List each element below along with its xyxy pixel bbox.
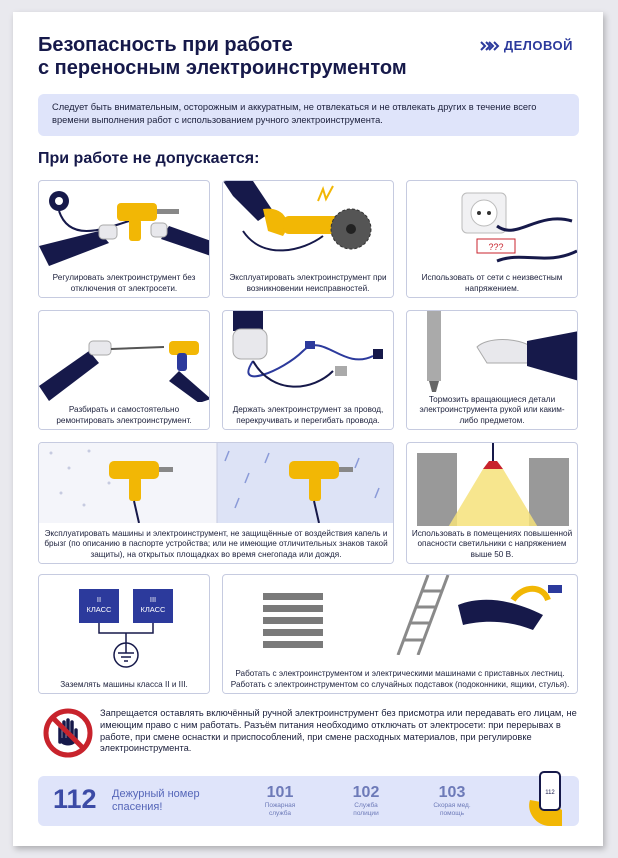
card-caption: Регулировать электроинструмент без отключения от электросети.	[39, 270, 209, 297]
service-fire	[250, 784, 310, 818]
brand-name: ДЕЛОВОЙ	[503, 38, 573, 53]
socket-plug-illustration	[407, 181, 578, 271]
class-2-numeral: II	[96, 595, 102, 604]
service-number: 102	[352, 784, 380, 801]
service-label-line1: Скорая мед.	[433, 802, 471, 809]
class-3-label: КЛАСС	[140, 605, 166, 614]
card-caption: Тормозить вращающиеся детали электроинструмента рукой или каким-либо предметом.	[407, 392, 577, 430]
service-label-line1: Служба	[354, 802, 378, 809]
poster-sheet	[13, 12, 603, 846]
title-line-1: Безопасность при работе	[38, 34, 293, 56]
card-caption: Разбирать и самостоятельно ремонтировать электроинструмент.	[39, 402, 209, 429]
intro-box: Следует быть внимательным, осторожным и аккуратным, не отвлекаться и не отвлекать других в течение всего времени выполнения работ с использованием ручного электроинструмента.	[38, 94, 579, 136]
grinder-sparks-illustration	[223, 181, 394, 271]
card-disassemble	[38, 310, 210, 430]
card-faulty-tool	[222, 180, 394, 298]
card-caption: Эксплуатировать машины и электроинструмент, не защищённые от воздействия капель и брызг (по описанию в паспорте устройства; или не имеющие отличительных знаков такой защиты), на открытых площадках во время снегопада или дождя.	[39, 526, 393, 564]
section-title: При работе не допускается:	[38, 150, 260, 167]
page-title	[38, 34, 458, 80]
emergency-main-number: 112	[53, 784, 97, 814]
tangled-wires-illustration	[223, 311, 394, 403]
phone-screen-text: 112	[545, 790, 555, 796]
card-grounding	[38, 574, 210, 694]
service-label-line1: Пожарная	[264, 802, 296, 809]
phone-hand-icon	[526, 770, 566, 826]
card-ladder-work	[222, 574, 578, 694]
warning-text: Запрещается оставлять включённый ручной электроинструмент без присмотра или передавать его лицам, не имеющим право с ним работать. Разъём питания необходимо отключать от электросети: при перерывах в работе, при смене оснастки и приспособлений, при смене расходных материалов, при регулировке электроинструмента.	[100, 708, 577, 754]
title-line-2: с переносным электроинструментом	[38, 57, 407, 79]
class-2-label: КЛАСС	[86, 605, 112, 614]
disassemble-drill-illustration	[39, 311, 210, 403]
card-caption: Держать электроинструмент за провод, перекручивать и перегибать провода.	[223, 402, 393, 429]
ground-symbol-icon	[39, 575, 210, 671]
card-caption: Работать с электроинструментом и электрическими машинами с приставных лестниц. Работать с электроинструментом со случайных подставок (подоконники, ящики, стулья).	[223, 666, 577, 693]
warning-block	[38, 706, 579, 762]
brand-logo	[480, 38, 573, 53]
service-ambulance	[422, 784, 482, 818]
no-hand-prohibition-icon	[43, 708, 93, 758]
service-label-line2: полиции	[353, 810, 379, 817]
card-rain-snow	[38, 442, 394, 564]
lamp-buildings-illustration	[407, 443, 578, 529]
card-hold-by-wire	[222, 310, 394, 430]
card-caption: Эксплуатировать электроинструмент при возникновении неисправностей.	[223, 270, 393, 297]
card-adjust-tool	[38, 180, 210, 298]
adjust-drill-illustration	[39, 181, 210, 271]
emergency-numbers-bar	[38, 776, 579, 826]
card-caption: Заземлять машины класса II и III.	[39, 677, 209, 694]
voltage-sign-text: ???	[488, 242, 504, 252]
service-number: 101	[266, 784, 294, 801]
card-unknown-voltage	[406, 180, 578, 298]
card-caption: Использовать от сети с неизвестным напряжением.	[407, 270, 577, 297]
brand-mark-icon	[480, 41, 500, 51]
card-brake-rotating	[406, 310, 578, 430]
service-label-line2: помощь	[440, 810, 464, 817]
rotating-bit-illustration	[407, 311, 578, 403]
service-number: 103	[438, 784, 466, 801]
card-caption: Использовать в помещениях повышенной опасности светильники с напряжением выше 50 В.	[407, 526, 577, 564]
card-high-voltage-lamps	[406, 442, 578, 564]
class-3-numeral: III	[149, 595, 157, 604]
drill-rain-snow-illustration	[39, 443, 394, 523]
ladder-pallets-illustration	[223, 575, 578, 655]
service-police	[336, 784, 396, 818]
emergency-main-label: Дежурный номер спасения!	[112, 788, 200, 813]
service-label-line2: служба	[269, 810, 291, 817]
